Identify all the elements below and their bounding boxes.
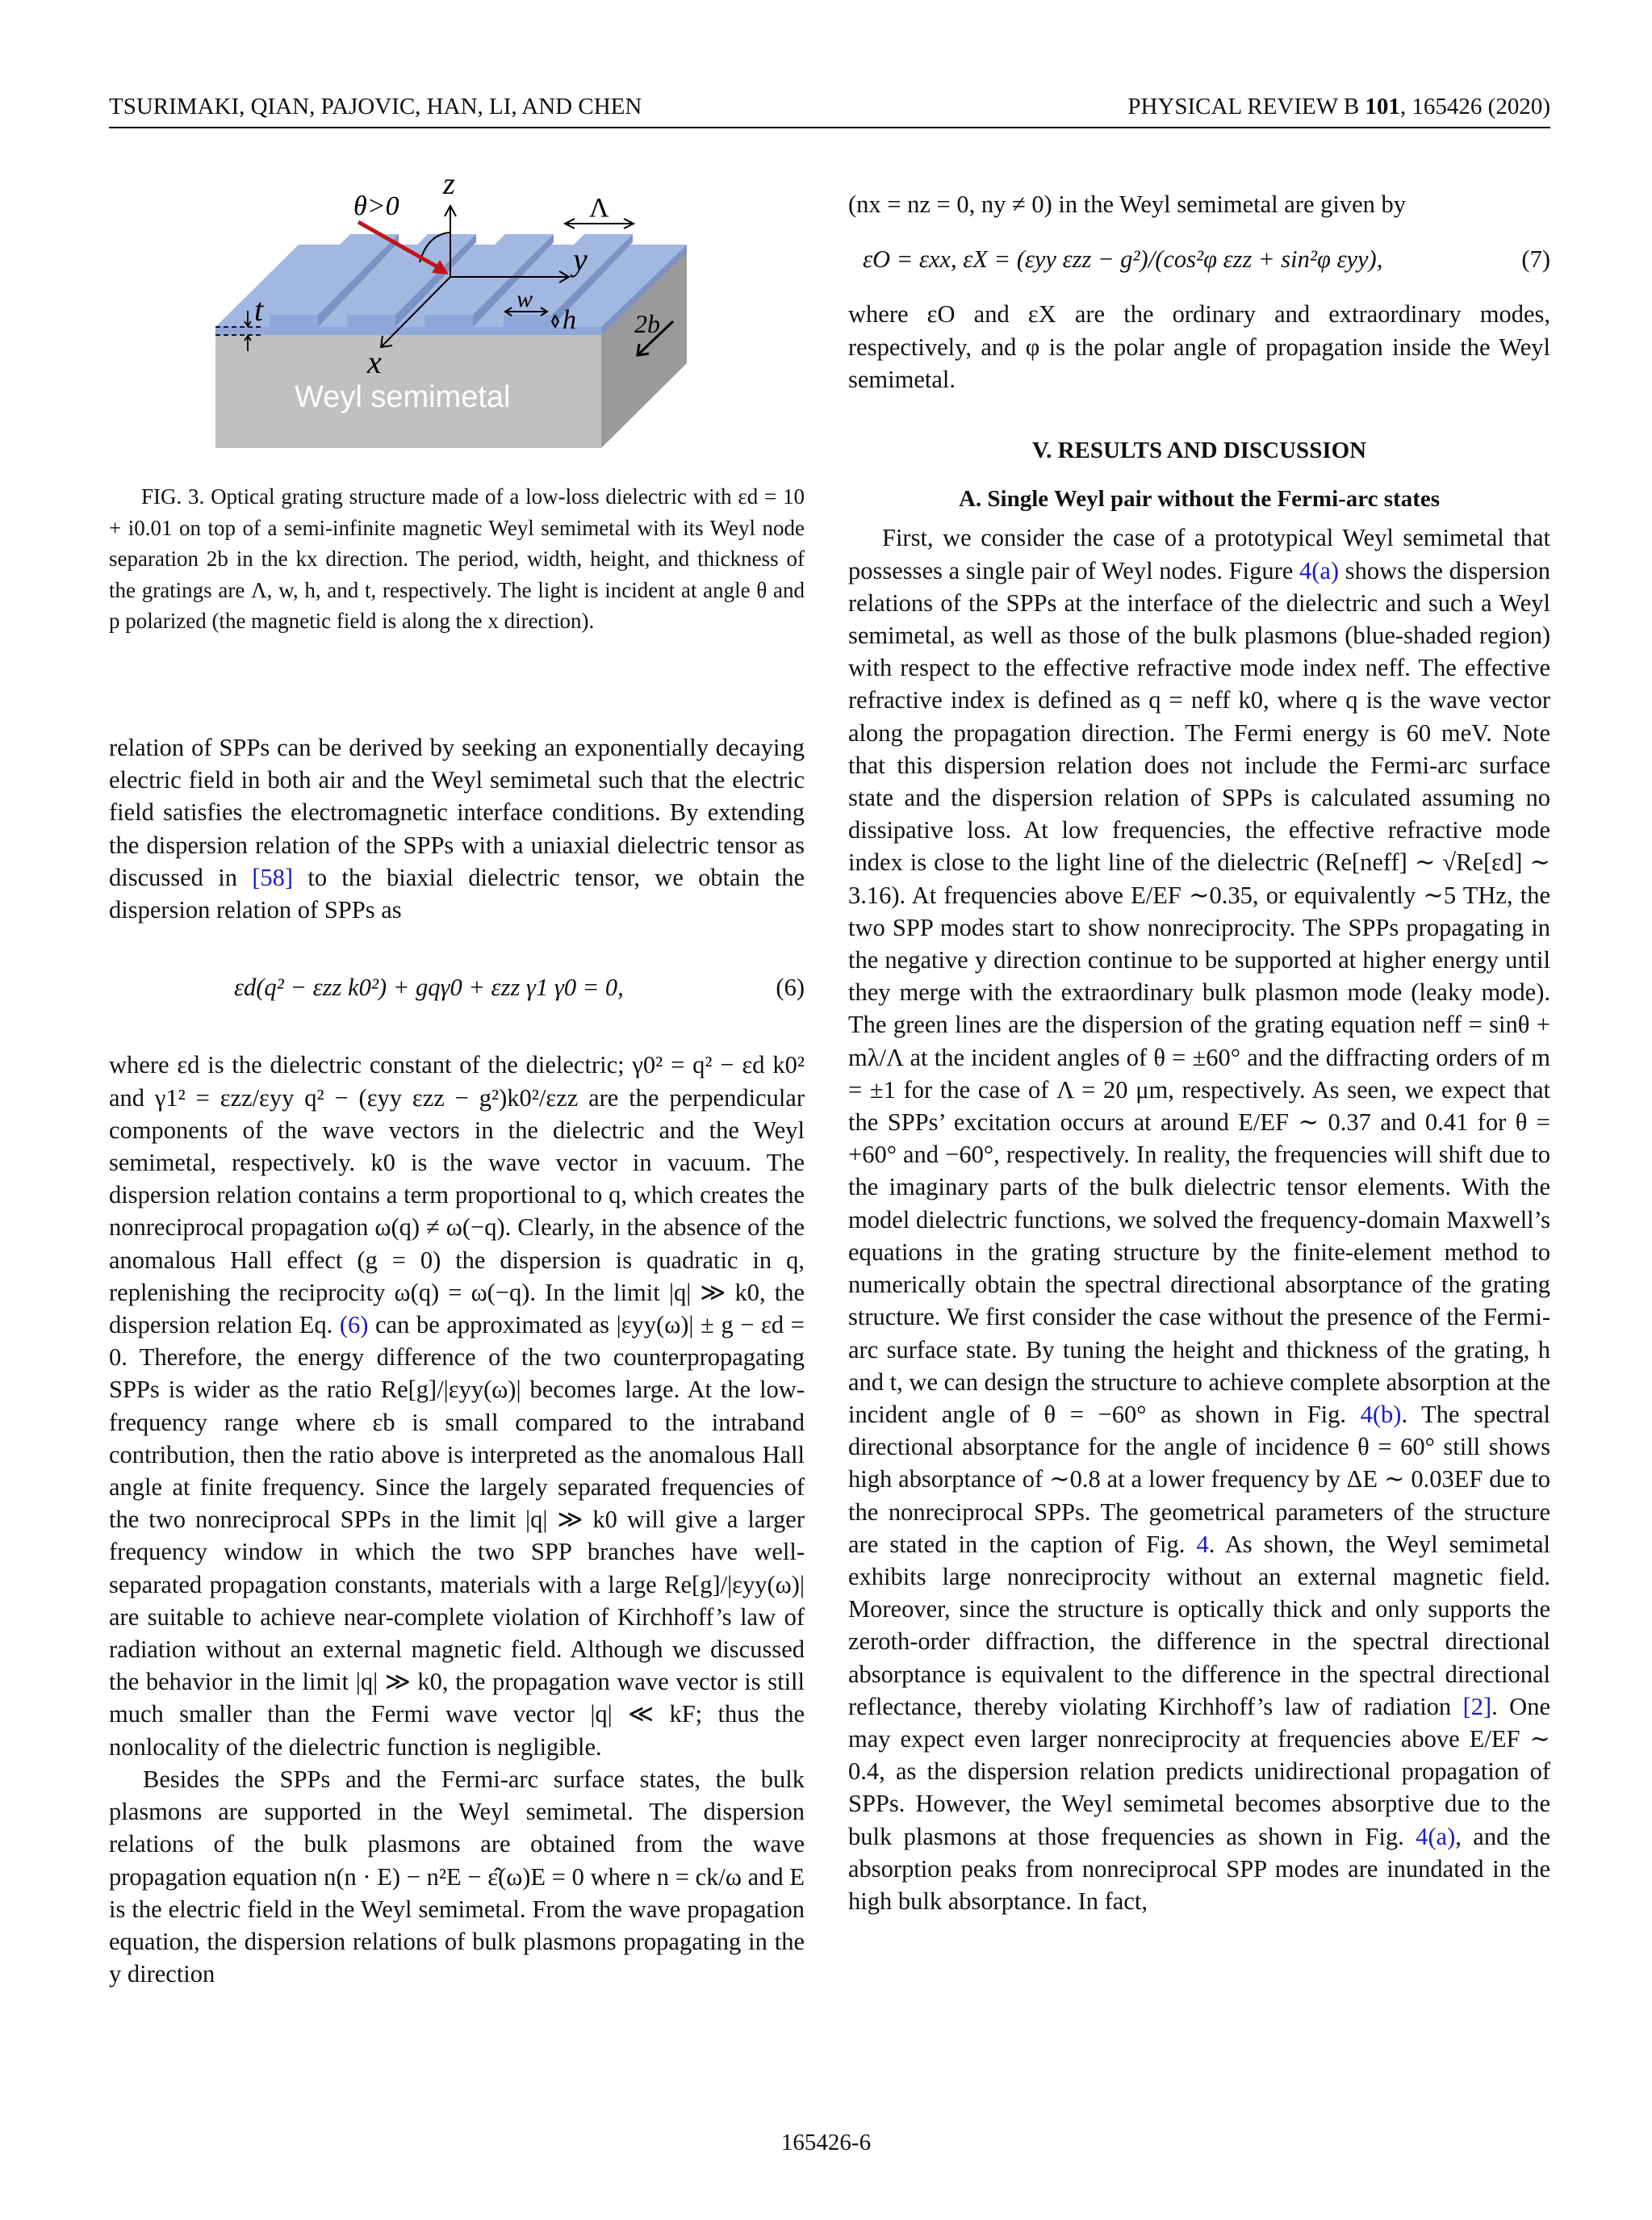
section-heading: V. RESULTS AND DISCUSSION — [1031, 438, 1367, 464]
equation-7-body: εO = εxx, εX = (εyy εzz − g²)/(cos²φ εzz + sin²φ εyy), — [863, 245, 1383, 274]
equation-7-number: (7) — [1521, 245, 1550, 274]
equation-7 — [848, 243, 1550, 275]
journal-volume: 101 — [1365, 94, 1400, 119]
equation-6 — [109, 971, 805, 1003]
right-column — [848, 188, 1550, 1917]
figure-ref-link-4[interactable]: 4 — [1196, 1530, 1209, 1558]
fig3-caption-text: FIG. 3. Optical grating structure made of a low-loss dielectric with εd = 10 + i0.01 on top of a semi-infinite magnetic Weyl semimetal with its Weyl node separation 2b in the kx direction. The period, width, height, and thickness of the gratings are Λ, w, h, and t, respectively. The light is incident at angle θ and p polarized (the magnetic field is along the x direction). — [109, 484, 805, 633]
paragraph: (nx = nz = 0, ny ≠ 0) in the Weyl semimetal are given by — [848, 191, 1407, 218]
running-header-journal — [1127, 94, 1550, 120]
journal-citation: , 165426 (2020) — [1399, 94, 1550, 119]
figure-ref-link-4b[interactable]: 4(b) — [1360, 1400, 1402, 1428]
separation-label: 2b — [634, 309, 660, 338]
substrate-label: Weyl semimetal — [295, 380, 511, 414]
left-column — [109, 731, 805, 1990]
axis-label-x: x — [367, 344, 382, 380]
axis-label-y: y — [573, 241, 588, 278]
dielectric-front-edge — [215, 327, 601, 335]
paragraph: where εd is the dielectric constant of the dielectric; γ0² = q² − εd k0² and γ1² = εzz/εyy q² − (εyy εzz − g²)k0²/εzz are the perpendicular components of the wave vectors in the dielectric and the Weyl semimetal, respectively. k0 is the wave vector in vacuum. The dispersion relation contains a term proportional to q, which creates the nonreciprocal propagation ω(q) ≠ ω(−q). Clearly, in the absence of the anomalous Hall effect (g = 0) the dispersion is quadratic in q, replenishing the reciprocity ω(q) = ω(−q). In the limit |q| ≫ k0, the dispersion relation Eq. (6) can be approximated as |εyy(ω)| ± g − εd = 0. Therefore, the energy difference of the two counterpropagating SPPs is wider as the ratio Re[g]/|εyy(ω)| becomes large. At the low-frequency range where εb is small compared to the intraband contribution, then the ratio above is interpreted as the anomalous Hall angle at finite frequency. Since the largely separated frequencies of the two nonreciprocal SPPs in the limit |q| ≫ k0 will give a larger frequency window in which the two SPP branches have well-separated propagation constants, materials with a large Re[g]/|εyy(ω)| are suitable to achieve near-complete violation of Kirchhoff’s law of radiation without an external magnetic field. Although we discussed the behavior in the limit |q| ≫ k0, the propagation wave vector is still much smaller than the Fermi wave vector |q| ≪ kF; thus the nonlocality of the dielectric function is negligible. — [109, 1051, 805, 1761]
page-number: 165426-6 — [780, 2130, 872, 2155]
paragraph: relation of SPPs can be derived by seeking an exponentially decaying electric field in both air and the Weyl semimetal such that the electric field satisfies the electromagnetic interface conditions. By extending the dispersion relation of the SPPs with a uniaxial dielectric tensor as discussed in [58] to the biaxial dielectric tensor, we obtain the dispersion relation of SPPs as — [109, 734, 805, 924]
fig3-caption — [109, 481, 805, 637]
fig3-grating-diagram — [210, 165, 710, 464]
width-label: w — [517, 286, 533, 312]
running-header-authors: TSURIMAKI, QIAN, PAJOVIC, HAN, LI, AND CHEN — [109, 94, 642, 119]
paragraph: First, we consider the case of a prototypical Weyl semimetal that possesses a single pair of Weyl nodes. Figure 4(a) shows the dispersion relations of the SPPs at the interface of the dielectric and such a Weyl semimetal, as well as those of the bulk plasmons (blue-shaded region) with respect to the effective refractive mode index neff. The effective refractive index is defined as q = neff k0, where q is the wave vector along the propagation direction. The Fermi energy is 60 meV. Note that this dispersion relation does not include the Fermi-arc surface state and the dispersion relation of SPPs is calculated assuming no dissipative loss. At low frequencies, the effective refractive mode index is close to the light line of the dielectric (Re[neff] ∼ √Re[εd] ∼ 3.16). At frequencies above E/EF ∼0.35, or equivalently ∼5 THz, the two SPP modes start to show nonreciprocity. The SPPs propagating in the negative y direction continue to be supported at higher energy until they merge with the extraordinary bulk plasmon mode (leaky mode). The green lines are the dispersion of the grating equation neff = sinθ + mλ/Λ at the incident angles of θ = ±60° and the diffracting orders of m = ±1 for the case of Λ = 20 μm, respectively. As seen, we expect that the SPPs’ excitation occurs at around E/EF ∼ 0.37 and 0.41 for θ = +60° and −60°, respectively. In reality, the frequencies will shift due to the imaginary parts of the bulk dielectric tensor elements. With the model dielectric functions, we solved the frequency-domain Maxwell’s equations in the grating structure by the finite-element method to numerically obtain the spectral directional absorptance of the grating structure. We first consider the case without the presence of the Fermi-arc surface state. By tuning the height and thickness of the grating, h and t, we can design the structure to achieve complete absorption at the incident angle of θ = −60° as shown in Fig. 4(b). The spectral directional absorptance for the angle of incidence θ = 60° still shows high absorptance of ∼0.8 at a lower frequency by ΔE ∼ 0.03EF due to the nonreciprocal SPPs. The geometrical parameters of the structure are stated in the caption of Fig. 4. As shown, the Weyl semimetal exhibits large nonreciprocity without an external magnetic field. Moreover, since the structure is optically thick and only supports the zeroth-order diffraction, the difference in the spectral directional absorptance is equivalent to the difference in the spectral directional reflectance, thereby violating Kirchhoff’s law of radiation [2]. One may expect even larger nonreciprocity at frequencies above E/EF ∼ 0.4, as the dispersion relation predicts unidirectional propagation of SPPs. However, the Weyl semimetal becomes absorptive due to the bulk plasmons at those frequencies as shown in Fig. 4(a), and the absorption peaks from nonreciprocal SPP modes are inundated in the high bulk absorptance. In fact, — [848, 524, 1551, 1915]
period-label: Λ — [589, 193, 609, 223]
equation-ref-link-6[interactable]: (6) — [339, 1311, 369, 1339]
citation-link-58[interactable]: [58] — [252, 863, 294, 891]
equation-6-body: εd(q² − εzz k0²) + gqγ0 + εzz γ1 γ0 = 0, — [234, 974, 624, 1002]
paragraph: where εO and εX are the ordinary and extraordinary modes, respectively, and φ is the polar angle of propagation inside the Weyl semimetal. — [848, 300, 1550, 393]
height-label: h — [563, 305, 576, 335]
header-rule — [109, 127, 1550, 128]
thickness-label: t — [254, 291, 264, 328]
citation-link-2[interactable]: [2] — [1462, 1692, 1492, 1720]
axis-label-z: z — [443, 167, 455, 201]
figure-ref-link-4a[interactable]: 4(a) — [1299, 556, 1340, 584]
paragraph: Besides the SPPs and the Fermi-arc surface states, the bulk plasmons are supported in the Weyl semimetal. The dispersion relations of the bulk plasmons are obtained from the wave propagation equation n(n · E) − n²E − ε̂(ω)E = 0 where n = ck/ω and E is the electric field in the Weyl semimetal. From the wave propagation equation, the dispersion relations of bulk plasmons propagating in the y direction — [109, 1765, 805, 1988]
journal-name: PHYSICAL REVIEW B — [1127, 94, 1366, 119]
subsection-heading: A. Single Weyl pair without the Fermi-arc states — [958, 486, 1441, 513]
angle-label: θ>0 — [353, 191, 399, 221]
equation-6-number: (6) — [776, 974, 805, 1002]
figure-ref-link-4a-second[interactable]: 4(a) — [1416, 1822, 1456, 1850]
